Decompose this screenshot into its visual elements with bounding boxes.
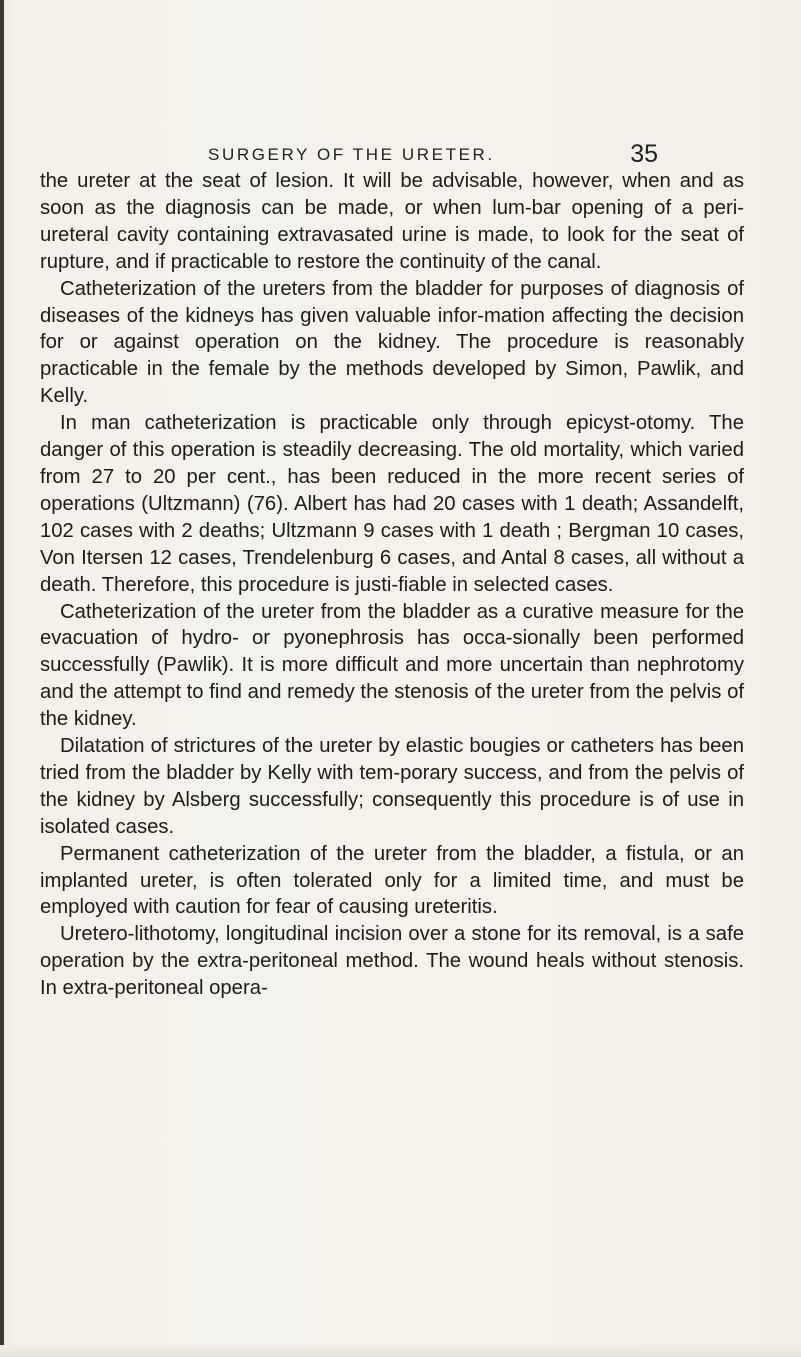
paragraph-dilatation: Dilatation of strictures of the ureter by elastic bougies or catheters has been tried from the bladder by Kelly with tem-porary success, and from the pelvis of the kidney by Alsberg successfully; consequently this procedure is of use in isolated cases.: [40, 735, 744, 838]
page-bottom-edge: [0, 1345, 801, 1357]
paragraph-uretero-lithotomy: Uretero-lithotomy, longitudinal incision over a stone for its removal, is a safe operation by the extra-peritoneal method. The wound heals without stenosis. In extra-peritoneal opera-: [40, 923, 744, 1000]
paragraph-permanent-catheterization: Permanent catheterization of the ureter from the bladder, a fistula, or an implanted ureter, is often tolerated only for a limited time, and must be employed with caution for fear of causing ureteritis.: [40, 842, 744, 919]
page-binding-edge: [0, 0, 4, 1357]
body-text: [40, 168, 744, 1002]
paragraph-curative-catheterization: Catheterization of the ureter from the bladder as a curative measure for the evacuation of hydro- or pyonephrosis has occa-sionally been performed successfully (Pawlik). It is more difficult and more uncertain than nephrotomy and the attempt to find and remedy the stenosis of the ureter from the pelvis of the kidney.: [40, 600, 744, 731]
paragraph-continuation: the ureter at the seat of lesion. It will be advisable, however, when and as soon as the diagnosis can be made, or when lum-bar opening of a peri-ureteral cavity containing extravasated urine is made, to look for the seat of rupture, and if practicable to restore the continuity of the canal.: [40, 170, 744, 273]
page-number: 35: [630, 140, 658, 168]
running-title: SURGERY OF THE URETER.: [208, 145, 495, 164]
paragraph-catheterization-diagnosis: Catheterization of the ureters from the bladder for purposes of diagnosis of diseases of the kidneys has given valuable infor-mation affecting the decision for or against operation on the kidney. The procedure is reasonably practicable in the female by the methods developed by Simon, Pawlik, and Kelly.: [40, 277, 744, 408]
paragraph-catheterization-men: In man catheterization is practicable only through epicyst-otomy. The danger of this operation is steadily decreasing. The old mortality, which varied from 27 to 20 per cent., has been reduced in the more recent series of operations (Ultzmann) (76). Albert has had 20 cases with 1 death; Assandelft, 102 cases with 2 deaths; Ultzmann 9 cases with 1 death ; Bergman 10 cases, Von Itersen 12 cases, Trendelenburg 6 cases, and Antal 8 cases, all without a death. Therefore, this procedure is justi-fiable in selected cases.: [40, 412, 744, 596]
